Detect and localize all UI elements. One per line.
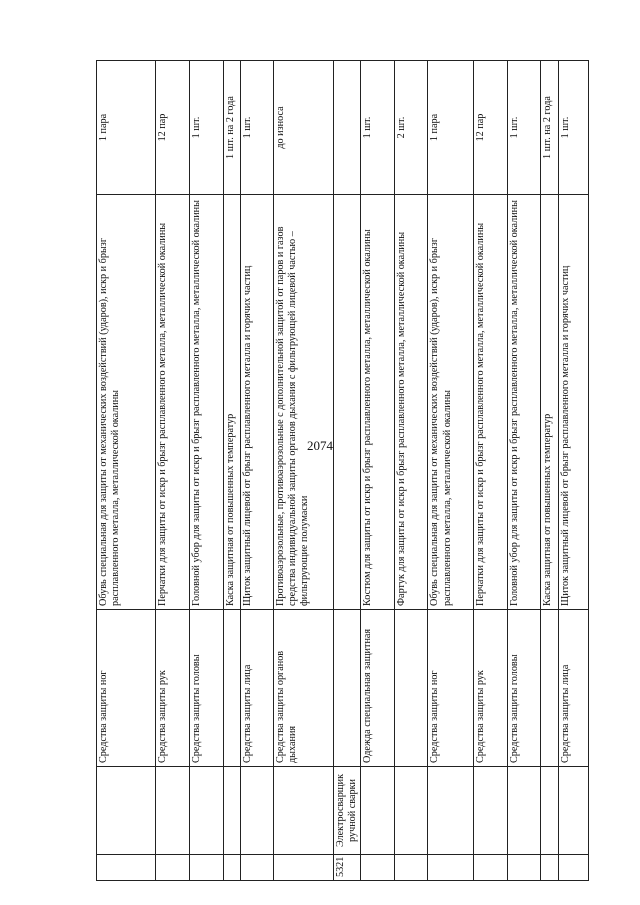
cell-code [156,855,190,881]
cell-code [361,855,395,881]
cell-item: Обувь специальная для защиты от механических воздействий (ударов), искр и брызг расплавленного металла, металлической окалины [428,195,474,610]
table-row [541,61,559,881]
cell-item: Противоаэрозольные, противоаэрозольные с дополнительной защитой от паров и газов средства индивидуальной защиты органов дыхания с фильтрующей лицевой частью – фильтрующие полумаски [274,195,334,610]
cell-item: Щиток защитный лицевой от брызг расплавленного металла и горячих частиц [241,195,274,610]
cell-item: Головной убор для защиты от искр и брызг расплавленного металла, металлической окалины [190,195,224,610]
cell-profession [97,767,156,855]
table-row [156,61,190,881]
cell-category [541,610,559,767]
cell-code [274,855,334,881]
cell-category [334,610,361,767]
cell-quantity: 12 пар [474,61,508,195]
table-row [241,61,274,881]
cell-item: Щиток защитный лицевой от брызг расплавленного металла и горячих частиц [559,195,589,610]
cell-category: Средства защиты лица [559,610,589,767]
cell-quantity: до износа [274,61,334,195]
cell-profession [156,767,190,855]
cell-quantity: 1 шт. [361,61,395,195]
cell-profession [428,767,474,855]
cell-quantity: 1 шт. [559,61,589,195]
cell-category: Средства защиты головы [190,610,224,767]
cell-item: Каска защитная от повышенных температур [541,195,559,610]
table-row [474,61,508,881]
cell-quantity: 1 шт. на 2 года [541,61,559,195]
cell-category: Средства защиты рук [474,610,508,767]
cell-code [395,855,428,881]
ppe-norms-table [96,60,589,881]
table-row [395,61,428,881]
cell-item: Перчатки для защиты от искр и брызг расплавленного металла, металлической окалины [156,195,190,610]
cell-quantity: 1 шт. [508,61,541,195]
cell-code [428,855,474,881]
cell-code [97,855,156,881]
page-number: 2074 [307,438,333,453]
table-row [274,61,334,881]
table-row [334,61,361,881]
cell-category [224,610,241,767]
cell-code [241,855,274,881]
cell-quantity: 2 шт. [395,61,428,195]
cell-category: Средства защиты ног [428,610,474,767]
cell-category: Одежда специальная защитная [361,610,395,767]
cell-quantity: 1 пара [428,61,474,195]
cell-profession [361,767,395,855]
cell-profession [241,767,274,855]
cell-item: Перчатки для защиты от искр и брызг расплавленного металла, металлической окалины [474,195,508,610]
cell-category: Средства защиты лица [241,610,274,767]
table-row [224,61,241,881]
cell-quantity: 1 шт. [190,61,224,195]
cell-quantity: 12 пар [156,61,190,195]
cell-code [190,855,224,881]
table-row [508,61,541,881]
table-row [428,61,474,881]
cell-profession [559,767,589,855]
cell-quantity: 1 шт. на 2 года [224,61,241,195]
cell-category [395,610,428,767]
cell-code [224,855,241,881]
cell-profession [508,767,541,855]
cell-item: Головной убор для защиты от искр и брызг расплавленного металла, металлической окалины [508,195,541,610]
cell-category: Средства защиты органов дыхания [274,610,334,767]
cell-profession [274,767,334,855]
table-row [361,61,395,881]
cell-profession [190,767,224,855]
cell-quantity: 1 пара [97,61,156,195]
cell-profession [395,767,428,855]
cell-profession [474,767,508,855]
cell-item: Каска защитная от повышенных температур [224,195,241,610]
cell-category: Средства защиты головы [508,610,541,767]
cell-quantity: 1 шт. [241,61,274,195]
cell-code [474,855,508,881]
cell-profession: Электросварщик ручной сварки [334,767,361,855]
cell-category: Средства защиты рук [156,610,190,767]
cell-code [508,855,541,881]
table-row [97,61,156,881]
cell-code [559,855,589,881]
cell-profession [541,767,559,855]
cell-item: Фартук для защиты от искр и брызг расплавленного металла, металлической окалины [395,195,428,610]
table-row [559,61,589,881]
cell-item: Обувь специальная для защиты от механических воздействий (ударов), искр и брызг расплавленного металла, металлической окалины [97,195,156,610]
cell-code: 5321 [334,855,361,881]
cell-code [541,855,559,881]
cell-category: Средства защиты ног [97,610,156,767]
cell-item [334,195,361,610]
table-row [190,61,224,881]
cell-item: Костюм для защиты от искр и брызг расплавленного металла, металлической окалины [361,195,395,610]
cell-quantity [334,61,361,195]
cell-profession [224,767,241,855]
ppe-norms-table-container [96,61,572,881]
